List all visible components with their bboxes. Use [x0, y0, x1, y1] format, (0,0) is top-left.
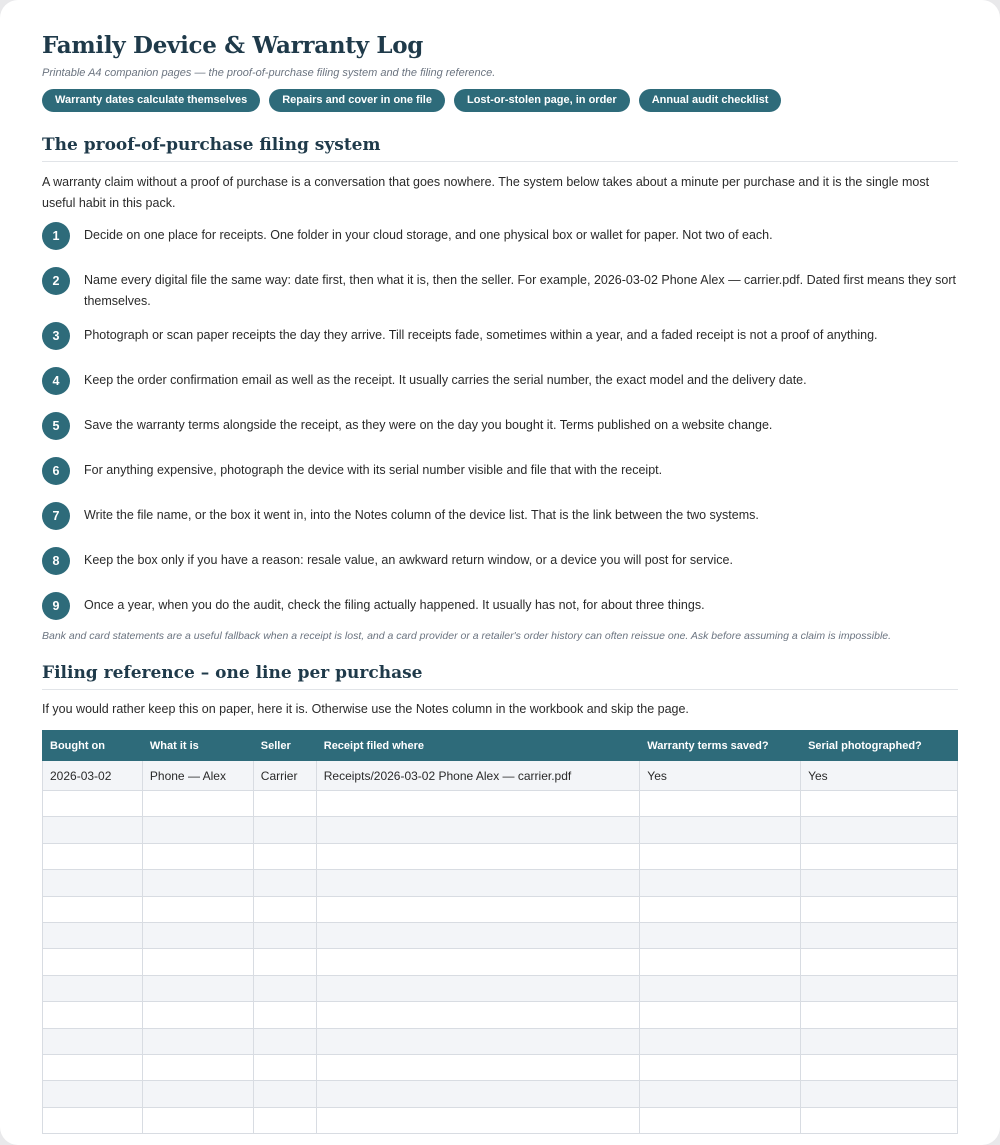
step-text: Once a year, when you do the audit, check the filing actually happened. It usually has not, for about three things.: [84, 598, 705, 612]
table-cell[interactable]: [640, 922, 801, 948]
steps-list: [42, 222, 958, 620]
list-item: [42, 592, 958, 620]
table-cell[interactable]: [640, 843, 801, 869]
column-header: Seller: [253, 731, 316, 761]
table-cell[interactable]: [43, 843, 143, 869]
list-item: [42, 457, 958, 485]
table-cell[interactable]: Carrier: [253, 761, 316, 791]
table-cell[interactable]: [142, 1107, 253, 1133]
list-item: [42, 412, 958, 440]
table-cell[interactable]: [43, 1002, 143, 1028]
column-header: What it is: [142, 731, 253, 761]
step-number-badge: 8: [42, 547, 70, 575]
list-item: [42, 222, 958, 250]
table-cell[interactable]: [801, 1002, 958, 1028]
table-cell[interactable]: [801, 1081, 958, 1107]
nav-pill-warranty-dates[interactable]: Warranty dates calculate themselves: [42, 89, 260, 112]
table-body: [43, 761, 958, 1134]
table-cell[interactable]: [142, 1002, 253, 1028]
table-row: [43, 1002, 958, 1028]
table-cell[interactable]: [253, 1002, 316, 1028]
table-row: [43, 817, 958, 843]
table-cell[interactable]: [253, 1081, 316, 1107]
table-cell[interactable]: [43, 949, 143, 975]
step-text: Photograph or scan paper receipts the day they arrive. Till receipts fade, sometimes within a year, and a faded receipt is not a proof of anything.: [84, 328, 878, 342]
nav-pill-repairs-cover[interactable]: Repairs and cover in one file: [269, 89, 445, 112]
table-cell[interactable]: Yes: [801, 761, 958, 791]
table-cell[interactable]: [801, 1028, 958, 1054]
table-cell[interactable]: [43, 1107, 143, 1133]
filing-reference-table: [42, 730, 958, 1134]
table-cell[interactable]: [316, 1028, 640, 1054]
step-number-badge: 1: [42, 222, 70, 250]
table-cell[interactable]: Yes: [640, 761, 801, 791]
table-cell[interactable]: [253, 1028, 316, 1054]
table-cell[interactable]: [253, 975, 316, 1001]
table-cell[interactable]: [316, 1107, 640, 1133]
step-number-badge: 2: [42, 267, 70, 295]
table-row: [43, 1081, 958, 1107]
table-cell[interactable]: [142, 870, 253, 896]
step-text: Keep the box only if you have a reason: resale value, an awkward return window, or a device you will post for service.: [84, 553, 733, 567]
table-cell[interactable]: [640, 817, 801, 843]
table-cell[interactable]: [316, 1002, 640, 1028]
table-cell[interactable]: [142, 843, 253, 869]
table-cell[interactable]: [640, 870, 801, 896]
table-cell[interactable]: [253, 791, 316, 817]
section-note: Bank and card statements are a useful fallback when a receipt is lost, and a card provider or a retailer's order history can often reissue one. Ask before assuming a claim is impossible.: [42, 630, 892, 642]
table-cell[interactable]: [316, 791, 640, 817]
table-cell[interactable]: [801, 1054, 958, 1080]
page-subtitle: Printable A4 companion pages — the proof-of-purchase filing system and the filing reference.: [42, 67, 496, 79]
table-cell[interactable]: [142, 1028, 253, 1054]
list-item: [42, 547, 958, 575]
column-header: Bought on: [43, 731, 143, 761]
table-cell[interactable]: [43, 817, 143, 843]
table-cell[interactable]: [801, 791, 958, 817]
table-cell[interactable]: [316, 949, 640, 975]
step-text: For anything expensive, photograph the device with its serial number visible and file that with the receipt.: [84, 463, 663, 477]
step-number-badge: 7: [42, 502, 70, 530]
table-cell[interactable]: [640, 1002, 801, 1028]
table-cell[interactable]: [43, 1054, 143, 1080]
column-header: Warranty terms saved?: [640, 731, 801, 761]
table-cell[interactable]: [640, 949, 801, 975]
step-text: Keep the order confirmation email as well as the receipt. It usually carries the serial number, the exact model and the delivery date.: [84, 373, 807, 387]
section-heading-filing-system: The proof-of-purchase filing system: [42, 133, 958, 162]
table-cell[interactable]: [142, 817, 253, 843]
column-header: Receipt filed where: [316, 731, 640, 761]
table-row: [43, 975, 958, 1001]
step-number-badge: 5: [42, 412, 70, 440]
table-cell[interactable]: [43, 1028, 143, 1054]
table-cell[interactable]: [801, 896, 958, 922]
table-cell[interactable]: [253, 817, 316, 843]
table-cell[interactable]: [316, 896, 640, 922]
table-cell[interactable]: [640, 791, 801, 817]
list-item: [42, 267, 958, 312]
step-number-badge: 3: [42, 322, 70, 350]
list-item: [42, 502, 958, 530]
table-cell[interactable]: [253, 1054, 316, 1080]
table-cell[interactable]: [142, 1054, 253, 1080]
table-row: [43, 870, 958, 896]
table-cell[interactable]: [253, 1107, 316, 1133]
table-cell[interactable]: Receipts/2026-03-02 Phone Alex — carrier.pdf: [316, 761, 640, 791]
table-row: [43, 922, 958, 948]
step-number-badge: 6: [42, 457, 70, 485]
table-cell[interactable]: [801, 817, 958, 843]
table-cell[interactable]: [801, 870, 958, 896]
table-cell[interactable]: [316, 975, 640, 1001]
table-cell[interactable]: 2026-03-02: [43, 761, 143, 791]
table-cell[interactable]: [43, 896, 143, 922]
section-heading-filing-reference: Filing reference – one line per purchase: [42, 661, 958, 690]
table-header-row: [43, 731, 958, 761]
table-cell[interactable]: [801, 1107, 958, 1133]
table-cell[interactable]: [43, 975, 143, 1001]
table-cell[interactable]: [640, 1081, 801, 1107]
table-cell[interactable]: [43, 870, 143, 896]
table-cell[interactable]: Phone — Alex: [142, 761, 253, 791]
table-cell[interactable]: [253, 843, 316, 869]
table-cell[interactable]: [316, 1054, 640, 1080]
table-cell[interactable]: [316, 922, 640, 948]
table-cell[interactable]: [801, 975, 958, 1001]
table-row: [43, 896, 958, 922]
table-cell[interactable]: [253, 922, 316, 948]
table-cell[interactable]: [640, 975, 801, 1001]
table-cell[interactable]: [43, 922, 143, 948]
table-row: [43, 843, 958, 869]
list-item: [42, 367, 958, 395]
nav-pill-lost-stolen[interactable]: Lost-or-stolen page, in order: [454, 89, 630, 112]
table-cell[interactable]: [801, 843, 958, 869]
table-row: [43, 1028, 958, 1054]
table-cell[interactable]: [142, 922, 253, 948]
table-cell[interactable]: [801, 949, 958, 975]
table-cell[interactable]: [316, 870, 640, 896]
page-title: Family Device & Warranty Log: [42, 32, 424, 59]
table-cell[interactable]: [142, 1081, 253, 1107]
table-cell[interactable]: [801, 922, 958, 948]
step-number-badge: 9: [42, 592, 70, 620]
table-cell[interactable]: [640, 1054, 801, 1080]
column-header: Serial photographed?: [801, 731, 958, 761]
table-row: [43, 1107, 958, 1133]
step-text: Write the file name, or the box it went in, into the Notes column of the device list. That is the link between the two systems.: [84, 508, 759, 522]
table-cell[interactable]: [316, 817, 640, 843]
table-cell[interactable]: [142, 975, 253, 1001]
table-row: [43, 791, 958, 817]
table-cell[interactable]: [142, 949, 253, 975]
step-text: Save the warranty terms alongside the receipt, as they were on the day you bought it. Terms published on a website change.: [84, 418, 773, 432]
table-cell[interactable]: [142, 896, 253, 922]
list-item: [42, 322, 958, 350]
table-cell[interactable]: [253, 896, 316, 922]
table-cell[interactable]: [316, 1081, 640, 1107]
table-cell[interactable]: [640, 1028, 801, 1054]
table-cell[interactable]: [640, 1107, 801, 1133]
section-intro: A warranty claim without a proof of purchase is a conversation that goes nowhere. The system below takes about a minute per purchase and it is the single most useful habit in this pack.: [42, 175, 930, 210]
table-cell[interactable]: [316, 843, 640, 869]
nav-pills: [42, 89, 958, 113]
step-number-badge: 4: [42, 367, 70, 395]
step-text: Name every digital file the same way: date first, then what it is, then the seller. For example, 2026-03-02 Phone Alex — carrier.pdf. Dated first means they sort themselves.: [84, 273, 956, 308]
table-cell[interactable]: [43, 791, 143, 817]
table-cell[interactable]: [253, 870, 316, 896]
table-cell[interactable]: [142, 791, 253, 817]
table-cell[interactable]: [253, 949, 316, 975]
table-cell[interactable]: [640, 896, 801, 922]
section-intro-reference: If you would rather keep this on paper, here it is. Otherwise use the Notes column in the workbook and skip the page.: [42, 702, 689, 716]
table-row: [43, 761, 958, 791]
step-text: Decide on one place for receipts. One folder in your cloud storage, and one physical box or wallet for paper. Not two of each.: [84, 228, 773, 242]
nav-pill-annual-audit[interactable]: Annual audit checklist: [639, 89, 782, 112]
table-row: [43, 949, 958, 975]
table-row: [43, 1054, 958, 1080]
table-cell[interactable]: [43, 1081, 143, 1107]
